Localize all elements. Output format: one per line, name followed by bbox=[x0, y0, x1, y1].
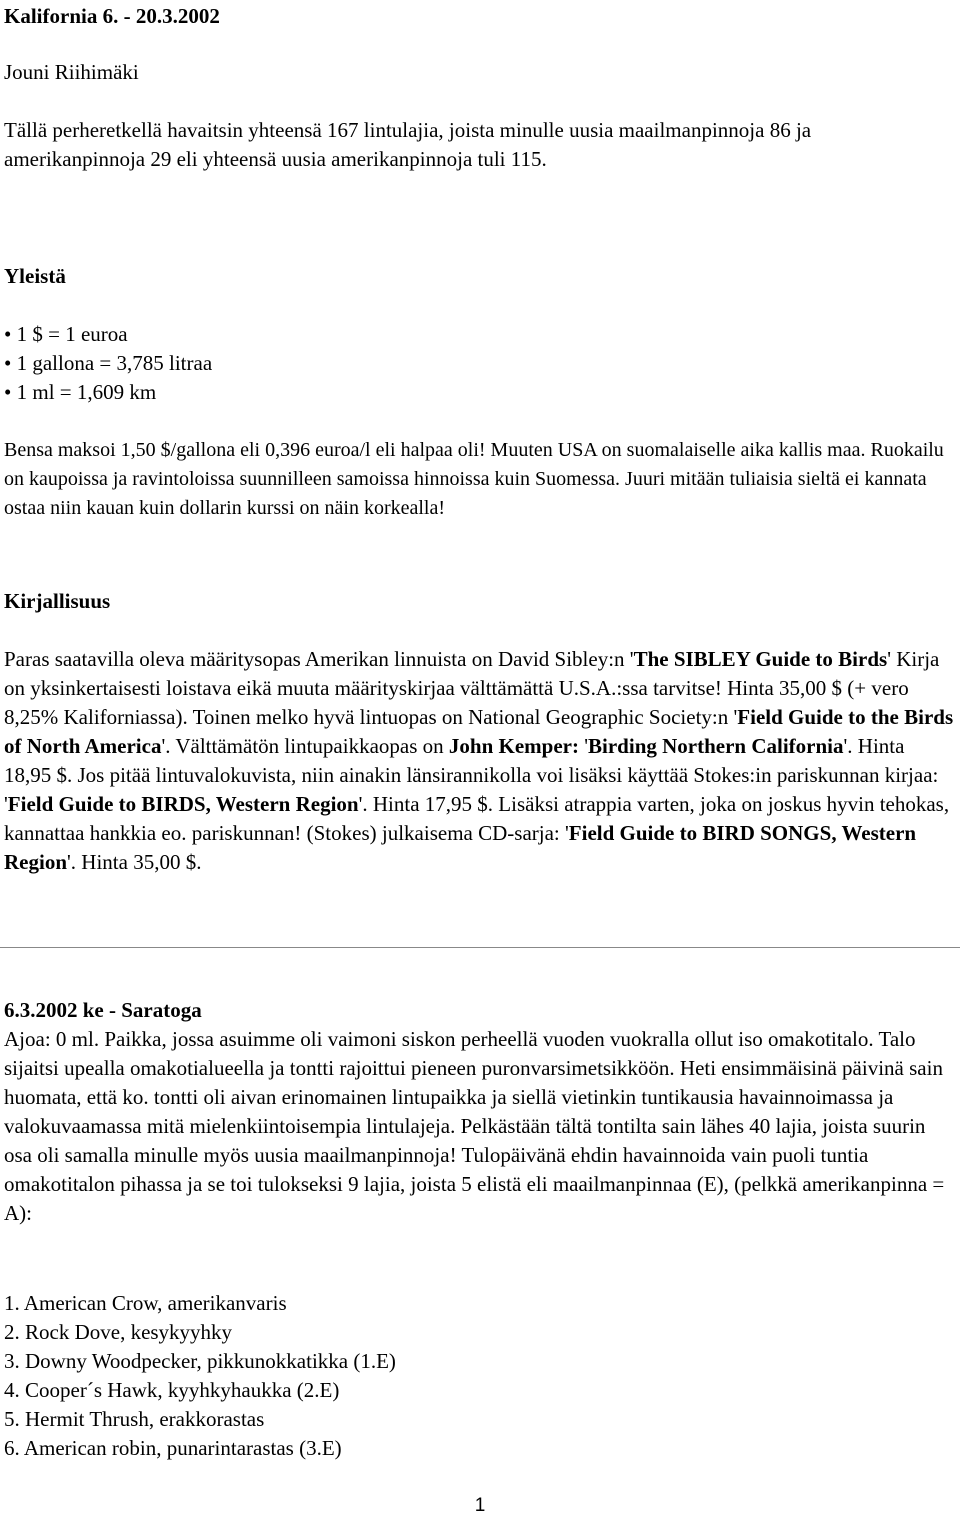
list-item: 1. American Crow, amerikanvaris bbox=[4, 1291, 287, 1315]
bird-list bbox=[4, 1289, 396, 1463]
cd-title-bird-songs: Field Guide to BIRD SONGS, Western Region bbox=[4, 821, 917, 874]
intro-paragraph: Tällä perheretkellä havaitsin yhteensä 167 lintulajia, joista minulle uusia maailmanpinnoja 86 ja amerikanpinnoja 29 eli yhteensä uusia amerikanpinnoja tuli 115. bbox=[4, 118, 812, 171]
text-run: Paras saatavilla oleva määritysopas Amerikan linnuista on David Sibley:n ' bbox=[4, 647, 634, 671]
text-run: '. Hinta 35,00 $. bbox=[67, 850, 202, 874]
text-run: '. Välttämätön lintupaikkaopas on bbox=[161, 734, 449, 758]
literature-paragraph bbox=[4, 645, 956, 877]
list-item: • 1 ml = 1,609 km bbox=[4, 378, 212, 407]
list-item: • 1 gallona = 3,785 litraa bbox=[4, 349, 212, 378]
day-heading: 6.3.2002 ke - Saratoga bbox=[4, 998, 202, 1022]
section-heading-literature: Kirjallisuus bbox=[4, 589, 111, 613]
page-number: 1 bbox=[474, 1495, 486, 1516]
list-item: 3. Downy Woodpecker, pikkunokkatikka (1.E) bbox=[4, 1349, 396, 1373]
conversion-list bbox=[4, 320, 212, 407]
text-run: ' Kirja on yksinkertaisesti loistava eikä muuta määrityskirjaa välttämättä U.S.A.:ssa tarvitse! Hinta 35,00 $ (+ vero 8,25% Kaliforniassa). Toinen melko hyvä lintuopas on National Geographic Society:n ' bbox=[4, 647, 940, 729]
author-name: Jouni Riihimäki bbox=[4, 60, 139, 84]
book-title-national-geographic: Field Guide to the Birds of North America bbox=[4, 705, 954, 758]
book-title-stokes: Field Guide to BIRDS, Western Region bbox=[7, 792, 359, 816]
book-author-kemper: John Kemper: bbox=[448, 734, 585, 758]
list-item: • 1 $ = 1 euroa bbox=[4, 320, 212, 349]
book-title-sibley: The SIBLEY Guide to Birds bbox=[633, 647, 888, 671]
list-item: 5. Hermit Thrush, erakkorastas bbox=[4, 1407, 265, 1431]
cost-paragraph: Bensa maksoi 1,50 $/gallona eli 0,396 euroa/l eli halpaa oli! Muuten USA on suomalaiselle aika kallis maa. Ruokailu on kaupoissa ja ravintoloissa suunnilleen samoissa hinnoissa kuin Suomessa. Juuri mitään tuliaisia sieltä ei kannata ostaa niin kauan kuin dollarin kurssi on näin korkealla! bbox=[4, 439, 944, 519]
list-item: 4. Cooper´s Hawk, kyyhkyhaukka (2.E) bbox=[4, 1378, 340, 1402]
section-divider bbox=[0, 947, 960, 948]
book-title-birding-northern-california: Birding Northern California bbox=[588, 734, 844, 758]
text-run: '. Hinta 18,95 $. Jos pitää lintuvalokuvista, niin ainakin länsirannikolla voi lisäksi käyttää Stokes:in pariskunnan kirjaa: ' bbox=[4, 734, 939, 816]
list-item: 6. American robin, punarintarastas (3.E) bbox=[4, 1436, 342, 1460]
text-run: '. Hinta 17,95 $. Lisäksi atrappia varten, joka on joskus hyvin tehokas, kannattaa hankkia eo. pariskunnan! (Stokes) julkaisema CD-sarja: ' bbox=[4, 792, 950, 845]
day-paragraph: Ajoa: 0 ml. Paikka, jossa asuimme oli vaimoni siskon perheellä vuoden vuokralla ollut iso omakotitalo. Talo sijaitsi upealla omakotialueella ja tontti rajoittui pieneen puronvarsimetsikköön. Heti ensimmäisinä päivinä sain huomata, että ko. tontti oli aivan erinomainen lintupaikka ja siellä vietinkin tuntikausia havainnoimassa ja valokuvaamassa mitä mielenkiintoisempia lintulajeja. Pelkästään tältä tontilta sain lähes 40 lajia, joista suurin osa oli samalla minulle myös uusia maailmanpinnoja! Tulopäivänä ehdin havainnoida vain puoli tuntia omakotitalon pihassa ja se toi tulokseksi 9 lajia, joista 5 elistä eli maailmanpinnaa (E), (pelkkä amerikanpinna = A): bbox=[4, 1027, 945, 1225]
list-item: 2. Rock Dove, kesykyyhky bbox=[4, 1320, 233, 1344]
text-run: ' bbox=[584, 734, 589, 758]
document-title: Kalifornia 6. - 20.3.2002 bbox=[4, 4, 220, 28]
section-heading-general: Yleistä bbox=[4, 264, 66, 288]
